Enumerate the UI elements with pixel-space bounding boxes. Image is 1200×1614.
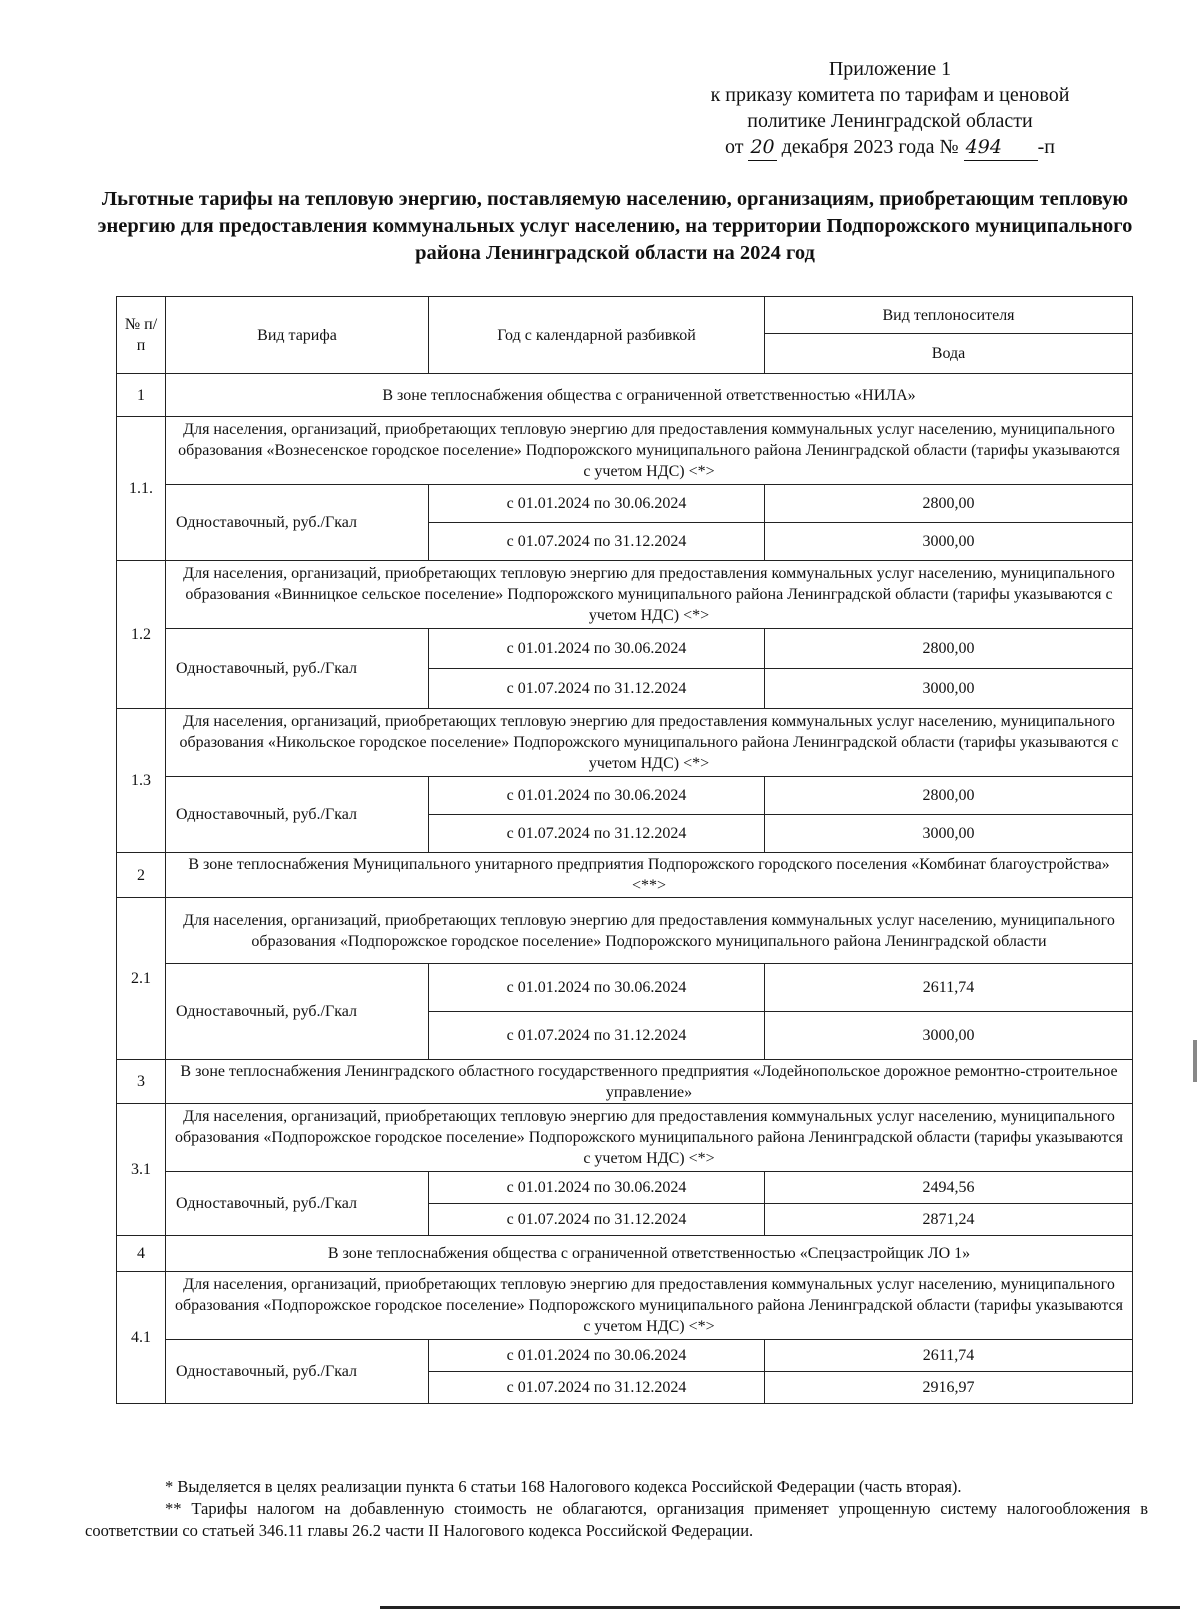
- document-title: Льготные тарифы на тепловую энергию, поставляемую населению, организациям, приобретающим тепловую энергию для предоставления коммунальных услуг населению, на территории Подпорожского муниципального района Ленинградской области на 2024 год: [97, 188, 1133, 264]
- tariff-row: [117, 1172, 1133, 1204]
- period: с 01.07.2024 по 31.12.2024: [429, 669, 765, 709]
- period: с 01.01.2024 по 30.06.2024: [429, 485, 765, 523]
- period: с 01.01.2024 по 30.06.2024: [429, 1172, 765, 1204]
- tariff-type: Одноставочный, руб./Гкал: [166, 1340, 429, 1404]
- period: с 01.07.2024 по 31.12.2024: [429, 1204, 765, 1236]
- zone-num: 2: [117, 853, 166, 898]
- appendix-date-line: [650, 134, 1130, 161]
- appendix-header: [650, 56, 1130, 161]
- tariff-type: Одноставочный, руб./Гкал: [166, 777, 429, 853]
- tariff-row: [117, 777, 1133, 815]
- header-num: № п/п: [117, 297, 166, 374]
- item-desc: Для населения, организаций, приобретающих тепловую энергию для предоставления коммунальных услуг населению, муниципального образования «Винницкое сельское поселение» Подпорожского муниципального района Ленинградской области (тарифы указываются с учетом НДС) <*>: [166, 561, 1133, 629]
- item-desc-row: [117, 1272, 1133, 1340]
- tariff-value: 3000,00: [765, 523, 1133, 561]
- period: с 01.07.2024 по 31.12.2024: [429, 1372, 765, 1404]
- period: с 01.01.2024 по 30.06.2024: [429, 777, 765, 815]
- tariff-value: 2611,74: [765, 964, 1133, 1012]
- header-year: Год с календарной разбивкой: [429, 297, 765, 374]
- item-num: 3.1: [117, 1104, 166, 1236]
- date-prefix: от: [724, 136, 744, 158]
- order-suffix: -п: [1037, 136, 1056, 158]
- tariff-table: [116, 296, 1133, 1404]
- item-num: 1.3: [117, 709, 166, 853]
- tariff-type: Одноставочный, руб./Гкал: [166, 1172, 429, 1236]
- scan-edge-mark: [1193, 1040, 1197, 1082]
- header-water: Вода: [765, 334, 1133, 374]
- zone-row: [117, 1060, 1133, 1104]
- tariff-row: [117, 1340, 1133, 1372]
- tariff-value: 3000,00: [765, 1012, 1133, 1060]
- appendix-line-3: политике Ленинградской области: [747, 110, 1033, 132]
- tariff-row: [117, 485, 1133, 523]
- period: с 01.07.2024 по 31.12.2024: [429, 815, 765, 853]
- tariff-value: 2800,00: [765, 485, 1133, 523]
- zone-num: 4: [117, 1236, 166, 1272]
- tariff-value: 2800,00: [765, 777, 1133, 815]
- tariff-row: [117, 964, 1133, 1012]
- period: с 01.07.2024 по 31.12.2024: [429, 1012, 765, 1060]
- zone-row: [117, 374, 1133, 417]
- scan-edge-line: [380, 1606, 1180, 1609]
- tariff-value: 2871,24: [765, 1204, 1133, 1236]
- tariff-value: 2494,56: [765, 1172, 1133, 1204]
- item-desc-row: [117, 898, 1133, 964]
- item-desc: Для населения, организаций, приобретающих тепловую энергию для предоставления коммунальных услуг населению, муниципального образования «Никольское городское поселение» Подпорожского муниципального района Ленинградской области (тарифы указываются с учетом НДС) <*>: [166, 709, 1133, 777]
- header-tariff-type: Вид тарифа: [166, 297, 429, 374]
- item-desc: Для населения, организаций, приобретающих тепловую энергию для предоставления коммунальных услуг населению, муниципального образования «Подпорожское городское поселение» Подпорожского муниципального района Ленинградской области: [166, 898, 1133, 964]
- period: с 01.07.2024 по 31.12.2024: [429, 523, 765, 561]
- item-num: 1.2: [117, 561, 166, 709]
- item-num: 4.1: [117, 1272, 166, 1404]
- period: с 01.01.2024 по 30.06.2024: [429, 1340, 765, 1372]
- tariff-value: 2916,97: [765, 1372, 1133, 1404]
- tariff-row: [117, 629, 1133, 669]
- tariff-type: Одноставочный, руб./Гкал: [166, 485, 429, 561]
- zone-title: В зоне теплоснабжения общества с ограниченной ответственностью «НИЛА»: [166, 374, 1133, 417]
- handwritten-day: 20: [748, 134, 776, 161]
- item-desc-row: [117, 561, 1133, 629]
- tariff-type: Одноставочный, руб./Гкал: [166, 629, 429, 709]
- zone-row: [117, 853, 1133, 898]
- item-desc-row: [117, 417, 1133, 485]
- item-desc: Для населения, организаций, приобретающих тепловую энергию для предоставления коммунальных услуг населению, муниципального образования «Подпорожское городское поселение» Подпорожского муниципального района Ленинградской области (тарифы указываются с учетом НДС) <*>: [166, 1104, 1133, 1172]
- item-desc: Для населения, организаций, приобретающих тепловую энергию для предоставления коммунальных услуг населению, муниципального образования «Подпорожское городское поселение» Подпорожского муниципального района Ленинградской области (тарифы указываются с учетом НДС) <*>: [166, 1272, 1133, 1340]
- item-desc-row: [117, 1104, 1133, 1172]
- tariff-value: 2611,74: [765, 1340, 1133, 1372]
- footnotes: [85, 1476, 1148, 1542]
- item-desc: Для населения, организаций, приобретающих тепловую энергию для предоставления коммунальных услуг населению, муниципального образования «Вознесенское городское поселение» Подпорожского муниципального района Ленинградской области (тарифы указываются с учетом НДС) <*>: [166, 417, 1133, 485]
- tariff-type: Одноставочный, руб./Гкал: [166, 964, 429, 1060]
- zone-title: В зоне теплоснабжения Муниципального унитарного предприятия Подпорожского городского поселения «Комбинат благоустройства» <**>: [166, 853, 1133, 898]
- zone-row: [117, 1236, 1133, 1272]
- footnote-2: ** Тарифы налогом на добавленную стоимость не облагаются, организация применяет упрощенную систему налогообложения в соответствии со статьей 346.11 главы 26.2 части II Налогового кодекса Российской Федерации.: [85, 1499, 1148, 1540]
- zone-num: 1: [117, 374, 166, 417]
- appendix-line-1: Приложение 1: [828, 58, 952, 80]
- header-carrier: Вид теплоносителя: [765, 297, 1133, 334]
- zone-num: 3: [117, 1060, 166, 1104]
- period: с 01.01.2024 по 30.06.2024: [429, 964, 765, 1012]
- zone-title: В зоне теплоснабжения Ленинградского областного государственного предприятия «Лодейнопольское дорожное ремонтно-строительное управление»: [166, 1060, 1133, 1104]
- period: с 01.01.2024 по 30.06.2024: [429, 629, 765, 669]
- footnote-1: * Выделяется в целях реализации пункта 6 статьи 168 Налогового кодекса Российской Федерации (часть вторая).: [165, 1477, 962, 1496]
- zone-title: В зоне теплоснабжения общества с ограниченной ответственностью «Спецзастройщик ЛО 1»: [166, 1236, 1133, 1272]
- handwritten-order-number: 494: [964, 134, 1038, 161]
- tariff-value: 3000,00: [765, 669, 1133, 709]
- item-num: 1.1.: [117, 417, 166, 561]
- item-num: 2.1: [117, 898, 166, 1060]
- tariff-value: 3000,00: [765, 815, 1133, 853]
- appendix-line-2: к приказу комитета по тарифам и ценовой: [710, 84, 1070, 106]
- tariff-value: 2800,00: [765, 629, 1133, 669]
- date-middle: декабря 2023 года №: [781, 136, 959, 158]
- item-desc-row: [117, 709, 1133, 777]
